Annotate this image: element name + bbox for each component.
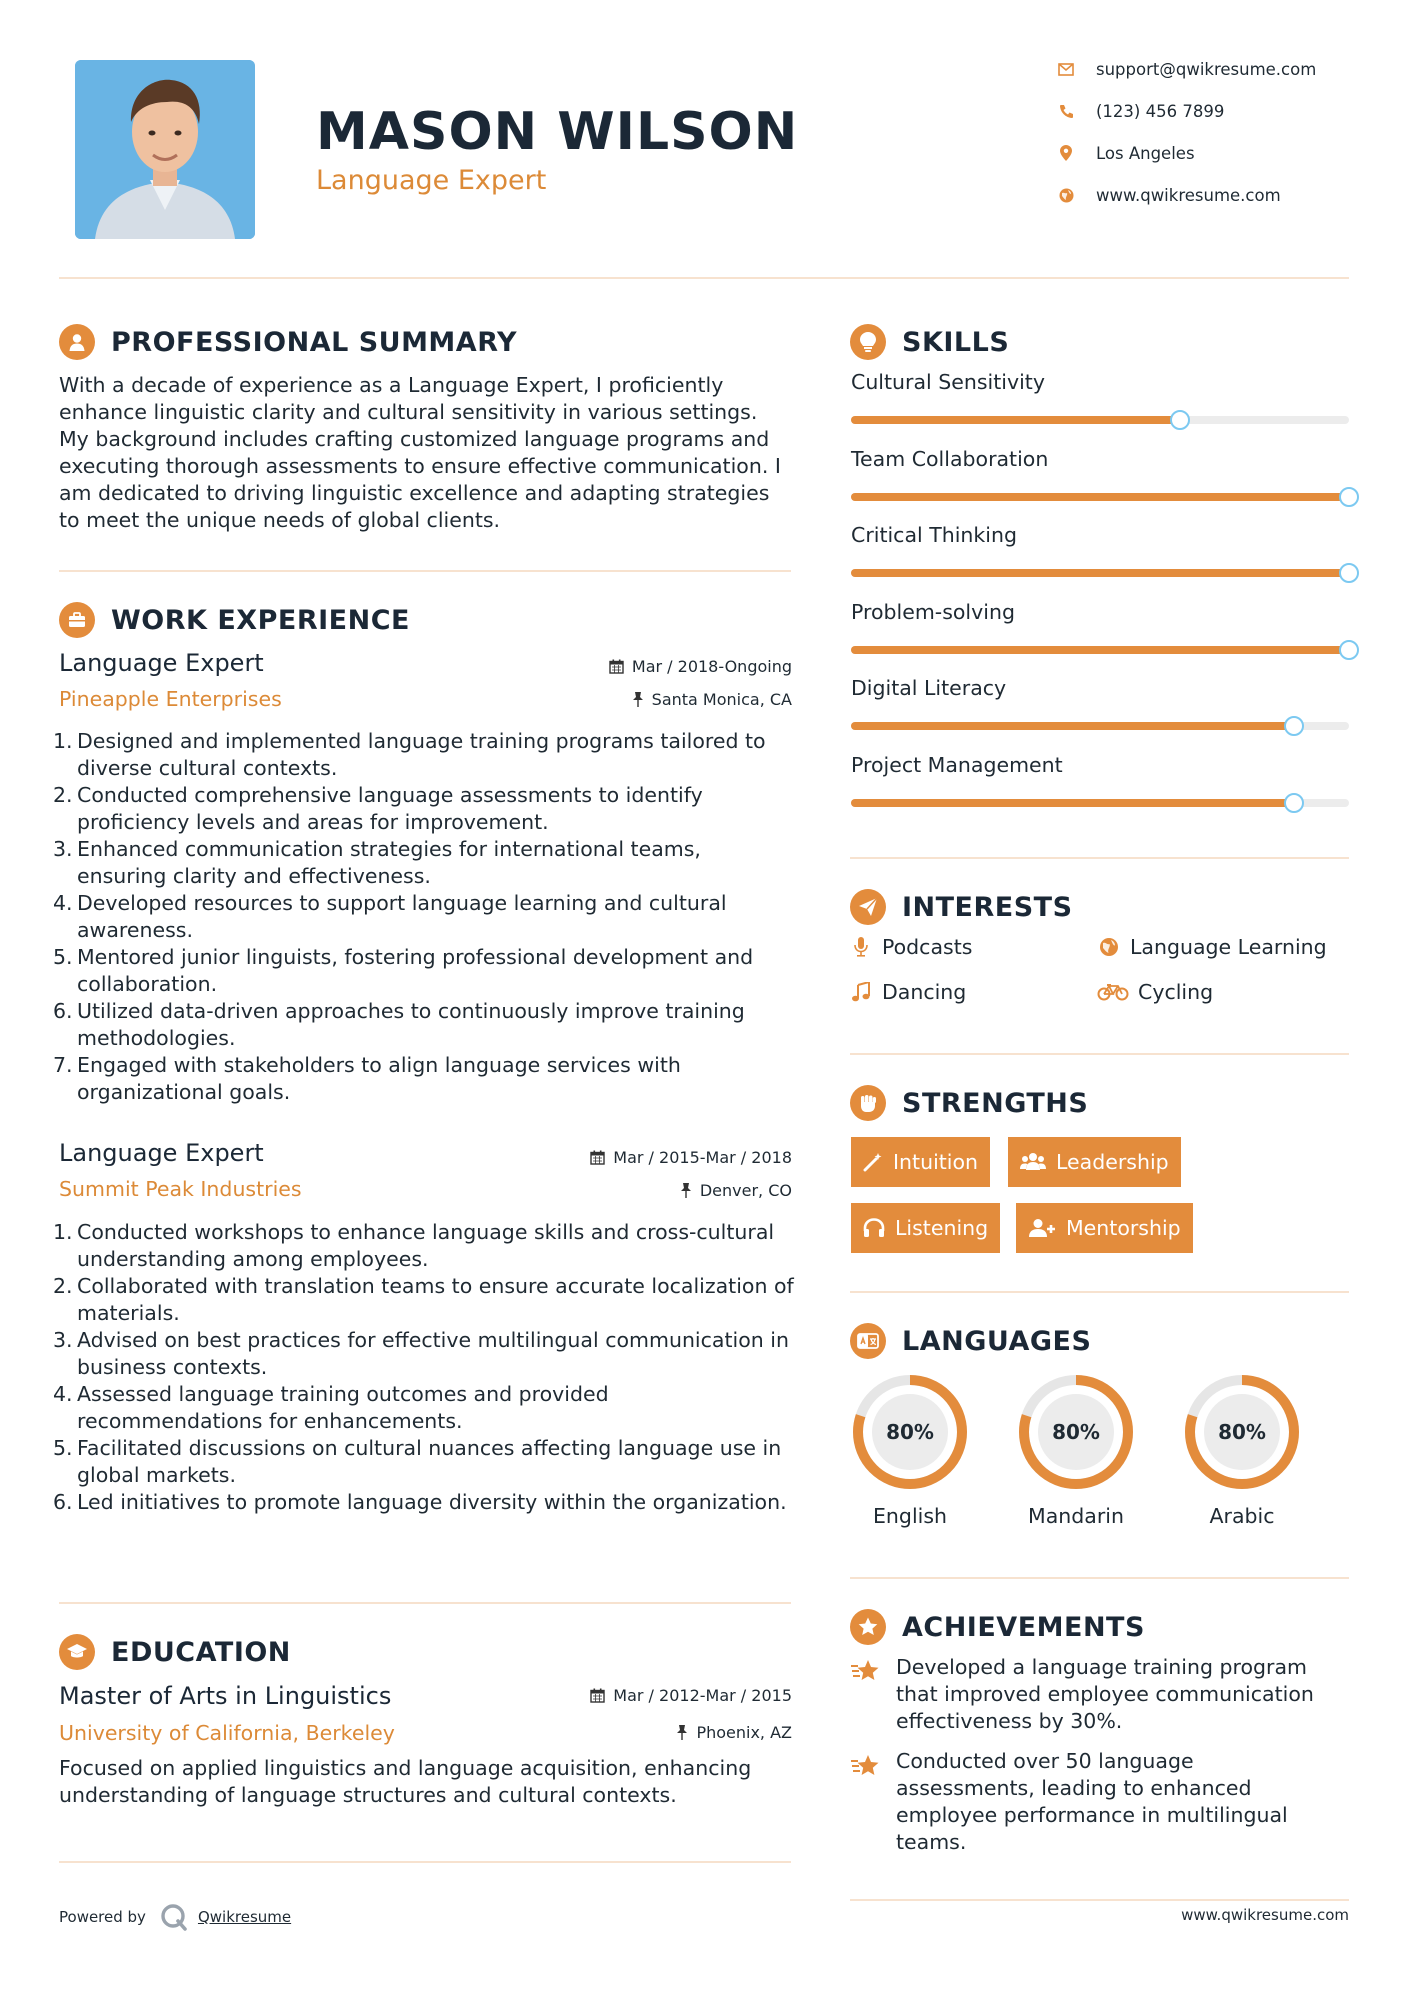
list-item: 5. Facilitated discussions on cultural nuances affecting language use in global markets. xyxy=(53,1436,782,1487)
education-divider xyxy=(59,1861,791,1863)
skills-heading xyxy=(850,322,1009,362)
phone-icon xyxy=(1054,104,1078,119)
achievements-heading xyxy=(850,1607,1145,1647)
list-item: 4. Developed resources to support language learning and cultural awareness. xyxy=(53,891,727,942)
phone-text: (123) 456 7899 xyxy=(1096,101,1225,121)
strengths-heading xyxy=(850,1083,1088,1123)
skill-track xyxy=(851,416,1349,424)
pushpin-icon xyxy=(680,1183,692,1198)
fist-icon xyxy=(850,1085,886,1121)
language-percent: 80% xyxy=(1052,1420,1100,1444)
skill-slider-knob[interactable] xyxy=(1339,563,1359,583)
interests-title: INTERESTS xyxy=(902,891,1073,923)
list-item: 2. Conducted comprehensive language assessments to identify proficiency levels and areas for improvement. xyxy=(53,783,703,834)
interests-divider xyxy=(850,1053,1349,1055)
skill-slider-knob[interactable] xyxy=(1339,640,1359,660)
strength-listening: Listening xyxy=(851,1203,1000,1253)
education-description: Focused on applied linguistics and language acquisition, enhancing understanding of language structures and cultural contexts. xyxy=(59,1756,752,1807)
job-1-date: Mar / 2018-Ongoing xyxy=(500,657,792,676)
job-2-location: Denver, CO xyxy=(500,1181,792,1200)
summary-title: PROFESSIONAL SUMMARY xyxy=(111,326,518,358)
job-1-responsibilities xyxy=(53,728,794,1106)
skill-label: Cultural Sensitivity xyxy=(851,370,1045,394)
achievement-2: Conducted over 50 language assessments, leading to enhanced employee performance in multilingual teams. xyxy=(896,1749,1288,1854)
microphone-icon xyxy=(848,937,874,957)
school-name: University of California, Berkeley xyxy=(59,1721,395,1745)
list-item: 2. Collaborated with translation teams to ensure accurate localization of materials. xyxy=(53,1274,794,1325)
education-heading xyxy=(59,1632,291,1672)
contact-email[interactable] xyxy=(1054,56,1354,82)
users-icon xyxy=(1020,1152,1046,1172)
user-plus-icon xyxy=(1028,1218,1056,1238)
strengths-divider xyxy=(850,1291,1349,1293)
language-progress-ring xyxy=(1014,1370,1138,1494)
skill-slider-knob[interactable] xyxy=(1339,487,1359,507)
email-text: support@qwikresume.com xyxy=(1096,59,1317,79)
location-text: Los Angeles xyxy=(1096,143,1195,163)
job-2-title: Language Expert xyxy=(59,1139,264,1167)
globe-icon xyxy=(1054,188,1078,203)
candidate-name: MASON WILSON xyxy=(316,102,799,162)
achievement-1: Developed a language training program that improved employee communication effectiveness by 30%. xyxy=(896,1655,1314,1733)
map-pin-icon xyxy=(1054,145,1078,161)
achievement-2-star-icon xyxy=(850,1753,882,1783)
skill-track xyxy=(851,799,1349,807)
skill-label: Digital Literacy xyxy=(851,676,1007,700)
skill-label: Team Collaboration xyxy=(851,446,1049,471)
job-1-location: Santa Monica, CA xyxy=(500,690,792,709)
skills-title: SKILLS xyxy=(902,326,1010,358)
strengths-title: STRENGTHS xyxy=(902,1087,1089,1119)
achievement-1-star-icon xyxy=(850,1658,882,1688)
achievements-title: ACHIEVEMENTS xyxy=(902,1611,1145,1643)
language-name: English xyxy=(872,1504,948,1528)
languages-divider xyxy=(850,1577,1349,1579)
pushpin-icon xyxy=(676,1725,688,1740)
language-name: Arabic xyxy=(1209,1504,1275,1528)
website-text: www.qwikresume.com xyxy=(1096,185,1281,205)
paper-plane-icon xyxy=(850,889,886,925)
language-progress-ring xyxy=(848,1370,972,1494)
interests-heading xyxy=(850,887,1073,927)
skill-slider-knob[interactable] xyxy=(1170,410,1190,430)
powered-by: Powered by Qwikresume xyxy=(59,1903,291,1931)
experience-title: WORK EXPERIENCE xyxy=(111,604,410,636)
skill-track xyxy=(851,646,1349,654)
graduation-icon xyxy=(59,1634,95,1670)
skill-fill xyxy=(851,646,1349,654)
calendar-icon xyxy=(590,1150,605,1165)
job-2-date: Mar / 2015-Mar / 2018 xyxy=(500,1148,792,1167)
briefcase-icon xyxy=(59,602,95,638)
contact-location xyxy=(1054,140,1354,166)
language-card-icon xyxy=(850,1323,886,1359)
calendar-icon xyxy=(609,659,624,674)
person-portrait-icon xyxy=(75,60,255,239)
headphones-icon xyxy=(863,1218,885,1238)
interest-language-learning: Language Learning xyxy=(1096,935,1327,959)
languages-title: LANGUAGES xyxy=(902,1325,1092,1357)
language-percent: 80% xyxy=(1218,1420,1266,1444)
strength-intuition: Intuition xyxy=(851,1137,990,1187)
summary-heading xyxy=(59,322,517,362)
summary-divider xyxy=(59,570,791,572)
list-item: 6. Led initiatives to promote language diversity within the organization. xyxy=(53,1490,787,1514)
list-item: 6. Utilized data-driven approaches to continuously improve training methodologies. xyxy=(53,999,745,1050)
magic-wand-icon xyxy=(863,1152,883,1172)
contact-phone[interactable] xyxy=(1054,98,1354,124)
interest-cycling: Cycling xyxy=(1096,980,1213,1004)
footer-website[interactable]: www.qwikresume.com xyxy=(1181,1906,1349,1924)
skill-label: Critical Thinking xyxy=(851,523,1017,547)
education-title: EDUCATION xyxy=(111,1636,291,1668)
list-item: 1. Designed and implemented language training programs tailored to diverse cultural contexts. xyxy=(53,729,766,780)
calendar-icon xyxy=(590,1688,605,1703)
globe-icon xyxy=(1096,937,1122,957)
list-item: 3. Advised on best practices for effective multilingual communication in business contexts. xyxy=(53,1328,789,1379)
job-1-company: Pineapple Enterprises xyxy=(59,687,282,711)
degree-title: Master of Arts in Linguistics xyxy=(59,1682,392,1710)
education-location: Phoenix, AZ xyxy=(500,1723,792,1742)
skill-fill xyxy=(851,416,1180,424)
languages-heading xyxy=(850,1321,1091,1361)
profile-photo xyxy=(75,60,255,239)
qwikresume-link[interactable]: Qwikresume xyxy=(197,1908,292,1926)
skill-fill xyxy=(851,799,1294,807)
contact-website[interactable] xyxy=(1054,182,1354,208)
skill-slider-knob[interactable] xyxy=(1284,793,1304,813)
interest-podcasts: Podcasts xyxy=(848,935,972,959)
strength-mentorship: Mentorship xyxy=(1016,1203,1193,1253)
skill-track xyxy=(851,722,1349,730)
job-2-responsibilities xyxy=(53,1219,794,1516)
list-item: 7. Engaged with stakeholders to align language services with organizational goals. xyxy=(53,1053,681,1104)
language-progress-ring xyxy=(1180,1370,1304,1494)
list-item: 5. Mentored junior linguists, fostering professional development and collaboration. xyxy=(53,945,754,996)
list-item: 1. Conducted workshops to enhance language skills and cross-cultural understanding among employees. xyxy=(53,1220,775,1271)
skills-divider xyxy=(850,857,1349,859)
list-item: 3. Enhanced communication strategies for international teams, ensuring clarity and effectiveness. xyxy=(53,837,701,888)
header-divider xyxy=(59,277,1349,279)
skill-fill xyxy=(851,569,1349,577)
strength-leadership: Leadership xyxy=(1008,1137,1181,1187)
interest-dancing: Dancing xyxy=(848,980,966,1004)
skill-track xyxy=(851,569,1349,577)
skill-slider-knob[interactable] xyxy=(1284,716,1304,736)
pushpin-icon xyxy=(632,692,644,707)
candidate-role: Language Expert xyxy=(316,165,547,196)
lightbulb-icon xyxy=(850,324,886,360)
bicycle-icon xyxy=(1096,983,1130,1001)
job-2-company: Summit Peak Industries xyxy=(59,1177,302,1201)
user-icon xyxy=(59,324,95,360)
skill-fill xyxy=(851,722,1294,730)
skill-label: Problem-solving xyxy=(851,599,1015,624)
achievements-divider xyxy=(850,1899,1349,1901)
skill-label: Project Management xyxy=(851,752,1063,777)
experience-divider xyxy=(59,1602,791,1604)
experience-heading xyxy=(59,600,410,640)
language-name: Mandarin xyxy=(1028,1504,1124,1528)
star-badge-icon xyxy=(850,1609,886,1645)
language-percent: 80% xyxy=(886,1420,934,1444)
list-item: 4. Assessed language training outcomes and provided recommendations for enhancements. xyxy=(53,1382,609,1433)
job-1-title: Language Expert xyxy=(59,649,264,677)
envelope-icon xyxy=(1054,63,1078,76)
education-date: Mar / 2012-Mar / 2015 xyxy=(500,1686,792,1705)
qwikresume-logo-icon xyxy=(160,1903,188,1931)
skill-track xyxy=(851,493,1349,501)
summary-text: With a decade of experience as a Language Expert, I proficiently enhance linguistic clarity and cultural sensitivity in various settings. My background includes crafting customized language programs and executing thorough assessments to ensure effective communication. I am dedicated to driving linguistic excellence and adapting strategies to meet the unique needs of global clients. xyxy=(59,373,781,532)
music-note-icon xyxy=(848,982,874,1002)
skill-fill xyxy=(851,493,1349,501)
